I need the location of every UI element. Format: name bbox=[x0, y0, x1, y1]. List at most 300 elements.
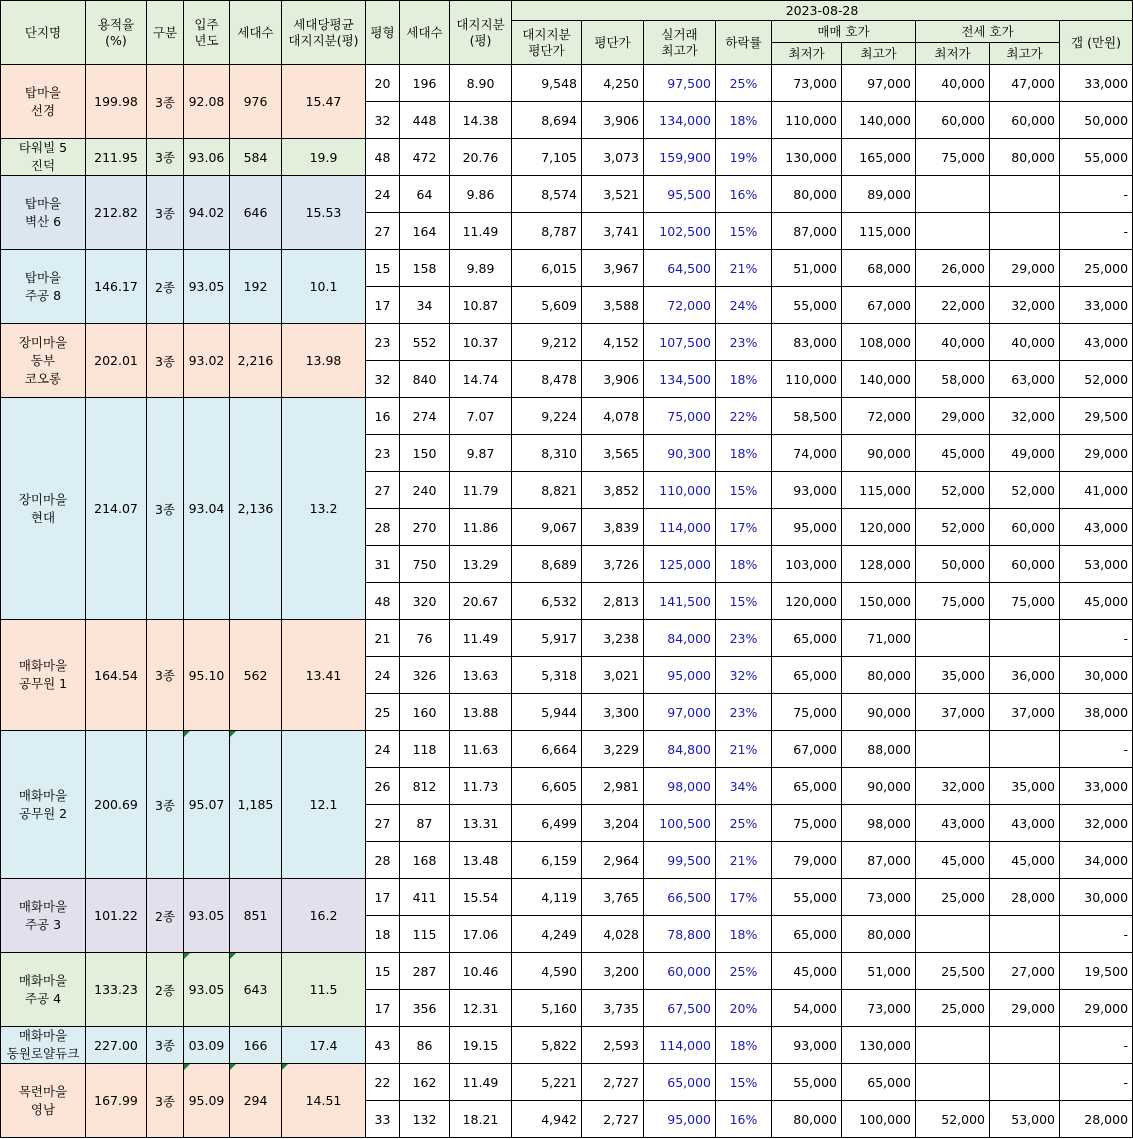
cell-households: 2,136 bbox=[230, 398, 282, 620]
cell-sale-max: 89,000 bbox=[842, 176, 916, 213]
cell-land-price: 4,249 bbox=[512, 916, 582, 953]
cell-max-trade: 90,300 bbox=[644, 435, 716, 472]
cell-jeonse-max bbox=[990, 916, 1060, 953]
cell-max-trade: 102,500 bbox=[644, 213, 716, 250]
cell-pyeong-price: 3,204 bbox=[582, 805, 644, 842]
cell-gap: 50,000 bbox=[1060, 102, 1133, 139]
cell-jeonse-max: 32,000 bbox=[990, 398, 1060, 435]
cell-drop-rate: 18% bbox=[716, 102, 772, 139]
cell-pyeong-price: 3,967 bbox=[582, 250, 644, 287]
cell-unit-households: 552 bbox=[400, 324, 450, 361]
cell-max-trade: 75,000 bbox=[644, 398, 716, 435]
table-row bbox=[1, 176, 1133, 213]
cell-land-share: 11.49 bbox=[450, 213, 512, 250]
cell-drop-rate: 15% bbox=[716, 1064, 772, 1101]
cell-move-in-year: 93.02 bbox=[184, 324, 230, 398]
cell-drop-rate: 23% bbox=[716, 620, 772, 657]
cell-sale-min: 110,000 bbox=[772, 102, 842, 139]
cell-avg-land-share: 13.2 bbox=[282, 398, 366, 620]
cell-zone: 3종 bbox=[147, 65, 184, 139]
cell-pyeong: 15 bbox=[366, 250, 400, 287]
cell-pyeong: 23 bbox=[366, 435, 400, 472]
cell-sale-max: 130,000 bbox=[842, 1027, 916, 1064]
cell-max-trade: 78,800 bbox=[644, 916, 716, 953]
table-row bbox=[1, 731, 1133, 768]
cell-zone: 3종 bbox=[147, 1064, 184, 1138]
cell-max-trade: 84,000 bbox=[644, 620, 716, 657]
cell-drop-rate: 18% bbox=[716, 361, 772, 398]
table-row bbox=[1, 324, 1133, 361]
cell-sale-min: 65,000 bbox=[772, 916, 842, 953]
cell-gap: 45,000 bbox=[1060, 583, 1133, 620]
cell-land-share: 13.31 bbox=[450, 805, 512, 842]
cell-land-price: 8,694 bbox=[512, 102, 582, 139]
cell-max-trade: 134,500 bbox=[644, 361, 716, 398]
cell-sale-max: 90,000 bbox=[842, 768, 916, 805]
cell-unit-households: 240 bbox=[400, 472, 450, 509]
cell-jeonse-max: 60,000 bbox=[990, 546, 1060, 583]
header-jeonse-max: 최고가 bbox=[990, 43, 1060, 65]
cell-move-in-year: 93.05 bbox=[184, 879, 230, 953]
cell-complex-name: 매화마을 공무원 2 bbox=[1, 731, 86, 879]
cell-gap: 33,000 bbox=[1060, 65, 1133, 102]
cell-move-in-year: 93.05 bbox=[184, 250, 230, 324]
cell-drop-rate: 15% bbox=[716, 213, 772, 250]
cell-land-share: 14.38 bbox=[450, 102, 512, 139]
cell-pyeong: 48 bbox=[366, 583, 400, 620]
cell-sale-max: 51,000 bbox=[842, 953, 916, 990]
cell-sale-min: 79,000 bbox=[772, 842, 842, 879]
cell-complex-name: 매화마을 주공 3 bbox=[1, 879, 86, 953]
cell-gap: 32,000 bbox=[1060, 805, 1133, 842]
cell-floor-area-ratio: 227.00 bbox=[86, 1027, 147, 1064]
header-floor-area-ratio: 용적율 (%) bbox=[86, 1, 147, 65]
cell-sale-min: 87,000 bbox=[772, 213, 842, 250]
cell-pyeong: 26 bbox=[366, 768, 400, 805]
cell-land-price: 6,015 bbox=[512, 250, 582, 287]
cell-drop-rate: 15% bbox=[716, 472, 772, 509]
cell-jeonse-max: 63,000 bbox=[990, 361, 1060, 398]
cell-gap: - bbox=[1060, 176, 1133, 213]
cell-unit-households: 76 bbox=[400, 620, 450, 657]
cell-pyeong: 27 bbox=[366, 472, 400, 509]
cell-move-in-year: 95.07 bbox=[184, 731, 230, 879]
cell-sale-min: 54,000 bbox=[772, 990, 842, 1027]
cell-jeonse-min: 29,000 bbox=[916, 398, 990, 435]
cell-sale-min: 67,000 bbox=[772, 731, 842, 768]
cell-complex-name: 탑마을 선경 bbox=[1, 65, 86, 139]
cell-max-trade: 64,500 bbox=[644, 250, 716, 287]
cell-land-share: 13.29 bbox=[450, 546, 512, 583]
cell-sale-max: 98,000 bbox=[842, 805, 916, 842]
cell-gap: 52,000 bbox=[1060, 361, 1133, 398]
cell-unit-households: 411 bbox=[400, 879, 450, 916]
cell-floor-area-ratio: 199.98 bbox=[86, 65, 147, 139]
cell-pyeong-price: 4,250 bbox=[582, 65, 644, 102]
cell-unit-households: 160 bbox=[400, 694, 450, 731]
cell-land-price: 8,787 bbox=[512, 213, 582, 250]
cell-zone: 3종 bbox=[147, 324, 184, 398]
cell-households: 584 bbox=[230, 139, 282, 176]
cell-gap: 25,000 bbox=[1060, 250, 1133, 287]
cell-sale-min: 80,000 bbox=[772, 176, 842, 213]
cell-avg-land-share: 11.5 bbox=[282, 953, 366, 1027]
cell-land-share: 9.87 bbox=[450, 435, 512, 472]
cell-drop-rate: 16% bbox=[716, 1101, 772, 1138]
cell-gap: - bbox=[1060, 1064, 1133, 1101]
cell-floor-area-ratio: 101.22 bbox=[86, 879, 147, 953]
cell-floor-area-ratio: 133.23 bbox=[86, 953, 147, 1027]
cell-sale-min: 110,000 bbox=[772, 361, 842, 398]
cell-unit-households: 34 bbox=[400, 287, 450, 324]
cell-pyeong: 17 bbox=[366, 287, 400, 324]
cell-jeonse-max bbox=[990, 1027, 1060, 1064]
cell-unit-households: 320 bbox=[400, 583, 450, 620]
cell-pyeong: 17 bbox=[366, 879, 400, 916]
table-row bbox=[1, 139, 1133, 176]
cell-unit-households: 86 bbox=[400, 1027, 450, 1064]
cell-jeonse-min bbox=[916, 1027, 990, 1064]
cell-sale-max: 73,000 bbox=[842, 879, 916, 916]
cell-gap: 29,500 bbox=[1060, 398, 1133, 435]
cell-jeonse-max: 52,000 bbox=[990, 472, 1060, 509]
cell-pyeong: 28 bbox=[366, 842, 400, 879]
cell-complex-name: 매화마을 동원로얄듀크 bbox=[1, 1027, 86, 1064]
cell-move-in-year: 92.08 bbox=[184, 65, 230, 139]
cell-gap: 33,000 bbox=[1060, 768, 1133, 805]
cell-land-price: 5,944 bbox=[512, 694, 582, 731]
cell-jeonse-min: 40,000 bbox=[916, 324, 990, 361]
cell-max-trade: 114,000 bbox=[644, 1027, 716, 1064]
cell-drop-rate: 32% bbox=[716, 657, 772, 694]
cell-unit-households: 164 bbox=[400, 213, 450, 250]
cell-sale-min: 65,000 bbox=[772, 768, 842, 805]
cell-max-trade: 110,000 bbox=[644, 472, 716, 509]
cell-unit-households: 118 bbox=[400, 731, 450, 768]
cell-jeonse-min: 58,000 bbox=[916, 361, 990, 398]
cell-land-share: 20.76 bbox=[450, 139, 512, 176]
cell-jeonse-max: 45,000 bbox=[990, 842, 1060, 879]
cell-sale-min: 80,000 bbox=[772, 1101, 842, 1138]
header-move-in-year: 입주 년도 bbox=[184, 1, 230, 65]
cell-zone: 3종 bbox=[147, 620, 184, 731]
cell-land-share: 13.88 bbox=[450, 694, 512, 731]
cell-households: 1,185 bbox=[230, 731, 282, 879]
cell-unit-households: 150 bbox=[400, 435, 450, 472]
cell-gap: 29,000 bbox=[1060, 435, 1133, 472]
cell-drop-rate: 25% bbox=[716, 805, 772, 842]
cell-jeonse-min: 26,000 bbox=[916, 250, 990, 287]
cell-jeonse-min: 25,000 bbox=[916, 879, 990, 916]
cell-land-price: 9,212 bbox=[512, 324, 582, 361]
cell-unit-households: 168 bbox=[400, 842, 450, 879]
cell-jeonse-min: 52,000 bbox=[916, 509, 990, 546]
cell-pyeong-price: 3,521 bbox=[582, 176, 644, 213]
cell-avg-land-share: 19.9 bbox=[282, 139, 366, 176]
cell-sale-max: 72,000 bbox=[842, 398, 916, 435]
cell-unit-households: 326 bbox=[400, 657, 450, 694]
cell-land-price: 9,548 bbox=[512, 65, 582, 102]
cell-drop-rate: 23% bbox=[716, 324, 772, 361]
cell-max-trade: 97,500 bbox=[644, 65, 716, 102]
cell-pyeong: 17 bbox=[366, 990, 400, 1027]
cell-jeonse-max: 32,000 bbox=[990, 287, 1060, 324]
cell-land-share: 14.74 bbox=[450, 361, 512, 398]
header-sale-min: 최저가 bbox=[772, 43, 842, 65]
cell-households: 2,216 bbox=[230, 324, 282, 398]
cell-jeonse-min: 22,000 bbox=[916, 287, 990, 324]
cell-gap: 41,000 bbox=[1060, 472, 1133, 509]
cell-land-price: 4,119 bbox=[512, 879, 582, 916]
cell-drop-rate: 23% bbox=[716, 694, 772, 731]
cell-sale-min: 93,000 bbox=[772, 1027, 842, 1064]
cell-land-share: 18.21 bbox=[450, 1101, 512, 1138]
cell-sale-max: 108,000 bbox=[842, 324, 916, 361]
cell-land-price: 6,499 bbox=[512, 805, 582, 842]
cell-jeonse-max: 53,000 bbox=[990, 1101, 1060, 1138]
cell-complex-name: 매화마을 공무원 1 bbox=[1, 620, 86, 731]
cell-jeonse-max: 43,000 bbox=[990, 805, 1060, 842]
cell-gap: 29,000 bbox=[1060, 990, 1133, 1027]
cell-pyeong-price: 4,152 bbox=[582, 324, 644, 361]
cell-max-trade: 98,000 bbox=[644, 768, 716, 805]
cell-drop-rate: 25% bbox=[716, 953, 772, 990]
cell-land-price: 8,310 bbox=[512, 435, 582, 472]
cell-sale-min: 130,000 bbox=[772, 139, 842, 176]
cell-sale-max: 140,000 bbox=[842, 361, 916, 398]
cell-gap: - bbox=[1060, 916, 1133, 953]
cell-drop-rate: 17% bbox=[716, 879, 772, 916]
cell-avg-land-share: 15.53 bbox=[282, 176, 366, 250]
cell-sale-max: 165,000 bbox=[842, 139, 916, 176]
cell-gap: 43,000 bbox=[1060, 324, 1133, 361]
header-households: 세대수 bbox=[230, 1, 282, 65]
cell-pyeong-price: 3,906 bbox=[582, 361, 644, 398]
cell-max-trade: 65,000 bbox=[644, 1064, 716, 1101]
cell-max-trade: 141,500 bbox=[644, 583, 716, 620]
cell-max-trade: 134,000 bbox=[644, 102, 716, 139]
cell-sale-min: 83,000 bbox=[772, 324, 842, 361]
cell-pyeong: 27 bbox=[366, 805, 400, 842]
cell-households: 643 bbox=[230, 953, 282, 1027]
cell-pyeong: 43 bbox=[366, 1027, 400, 1064]
cell-pyeong: 32 bbox=[366, 102, 400, 139]
cell-land-price: 8,821 bbox=[512, 472, 582, 509]
cell-pyeong: 33 bbox=[366, 1101, 400, 1138]
cell-drop-rate: 24% bbox=[716, 287, 772, 324]
cell-max-trade: 125,000 bbox=[644, 546, 716, 583]
cell-jeonse-min bbox=[916, 213, 990, 250]
cell-jeonse-max: 37,000 bbox=[990, 694, 1060, 731]
cell-pyeong: 32 bbox=[366, 361, 400, 398]
cell-land-share: 17.06 bbox=[450, 916, 512, 953]
cell-pyeong-price: 4,028 bbox=[582, 916, 644, 953]
cell-zone: 2종 bbox=[147, 953, 184, 1027]
cell-land-price: 4,590 bbox=[512, 953, 582, 990]
cell-complex-name: 탑마을 벽산 6 bbox=[1, 176, 86, 250]
cell-land-share: 10.46 bbox=[450, 953, 512, 990]
cell-pyeong-price: 3,200 bbox=[582, 953, 644, 990]
cell-pyeong: 20 bbox=[366, 65, 400, 102]
cell-jeonse-min: 45,000 bbox=[916, 842, 990, 879]
cell-sale-min: 45,000 bbox=[772, 953, 842, 990]
cell-drop-rate: 17% bbox=[716, 509, 772, 546]
cell-jeonse-max: 47,000 bbox=[990, 65, 1060, 102]
cell-pyeong-price: 3,021 bbox=[582, 657, 644, 694]
cell-sale-min: 51,000 bbox=[772, 250, 842, 287]
cell-max-trade: 114,000 bbox=[644, 509, 716, 546]
cell-sale-max: 80,000 bbox=[842, 657, 916, 694]
cell-land-price: 5,221 bbox=[512, 1064, 582, 1101]
cell-land-share: 15.54 bbox=[450, 879, 512, 916]
table-row bbox=[1, 953, 1133, 990]
cell-drop-rate: 21% bbox=[716, 842, 772, 879]
cell-pyeong-price: 3,741 bbox=[582, 213, 644, 250]
cell-jeonse-min: 37,000 bbox=[916, 694, 990, 731]
cell-sale-max: 73,000 bbox=[842, 990, 916, 1027]
cell-unit-households: 812 bbox=[400, 768, 450, 805]
cell-unit-households: 274 bbox=[400, 398, 450, 435]
cell-unit-households: 356 bbox=[400, 990, 450, 1027]
cell-max-trade: 95,000 bbox=[644, 1101, 716, 1138]
cell-jeonse-min: 52,000 bbox=[916, 472, 990, 509]
cell-zone: 3종 bbox=[147, 1027, 184, 1064]
cell-unit-households: 158 bbox=[400, 250, 450, 287]
cell-households: 646 bbox=[230, 176, 282, 250]
header-avg-land-share: 세대당평균 대지지분(평) bbox=[282, 1, 366, 65]
cell-jeonse-max bbox=[990, 620, 1060, 657]
cell-pyeong: 31 bbox=[366, 546, 400, 583]
cell-land-share: 11.49 bbox=[450, 620, 512, 657]
cell-land-price: 7,105 bbox=[512, 139, 582, 176]
cell-max-trade: 84,800 bbox=[644, 731, 716, 768]
cell-gap: 33,000 bbox=[1060, 287, 1133, 324]
cell-gap: 43,000 bbox=[1060, 509, 1133, 546]
cell-households: 562 bbox=[230, 620, 282, 731]
table-body bbox=[1, 65, 1133, 1138]
header-complex-name: 단지명 bbox=[1, 1, 86, 65]
cell-zone: 3종 bbox=[147, 731, 184, 879]
cell-drop-rate: 19% bbox=[716, 139, 772, 176]
cell-sale-max: 100,000 bbox=[842, 1101, 916, 1138]
cell-land-share: 10.87 bbox=[450, 287, 512, 324]
cell-land-price: 6,159 bbox=[512, 842, 582, 879]
cell-complex-name: 장미마을 현대 bbox=[1, 398, 86, 620]
cell-pyeong-price: 2,981 bbox=[582, 768, 644, 805]
cell-avg-land-share: 14.51 bbox=[282, 1064, 366, 1138]
header-jeonse-ask: 전세 호가 bbox=[916, 21, 1060, 43]
cell-jeonse-max: 27,000 bbox=[990, 953, 1060, 990]
cell-pyeong-price: 2,964 bbox=[582, 842, 644, 879]
cell-sale-max: 71,000 bbox=[842, 620, 916, 657]
header-land-share: 대지지분 (평) bbox=[450, 1, 512, 65]
cell-sale-max: 67,000 bbox=[842, 287, 916, 324]
cell-sale-min: 58,500 bbox=[772, 398, 842, 435]
header-pyeong: 평형 bbox=[366, 1, 400, 65]
cell-floor-area-ratio: 214.07 bbox=[86, 398, 147, 620]
cell-jeonse-min: 75,000 bbox=[916, 583, 990, 620]
cell-jeonse-max bbox=[990, 213, 1060, 250]
cell-sale-min: 55,000 bbox=[772, 287, 842, 324]
cell-sale-max: 115,000 bbox=[842, 472, 916, 509]
cell-jeonse-min bbox=[916, 620, 990, 657]
cell-pyeong-price: 3,906 bbox=[582, 102, 644, 139]
cell-pyeong: 15 bbox=[366, 953, 400, 990]
cell-unit-households: 448 bbox=[400, 102, 450, 139]
cell-land-share: 19.15 bbox=[450, 1027, 512, 1064]
cell-households: 166 bbox=[230, 1027, 282, 1064]
cell-gap: - bbox=[1060, 620, 1133, 657]
cell-sale-max: 128,000 bbox=[842, 546, 916, 583]
cell-sale-max: 68,000 bbox=[842, 250, 916, 287]
cell-land-share: 9.89 bbox=[450, 250, 512, 287]
cell-households: 192 bbox=[230, 250, 282, 324]
cell-complex-name: 장미마을 동부 코오롱 bbox=[1, 324, 86, 398]
cell-jeonse-max: 60,000 bbox=[990, 102, 1060, 139]
cell-pyeong: 21 bbox=[366, 620, 400, 657]
cell-jeonse-max: 80,000 bbox=[990, 139, 1060, 176]
cell-sale-max: 80,000 bbox=[842, 916, 916, 953]
cell-gap: 28,000 bbox=[1060, 1101, 1133, 1138]
cell-land-share: 8.90 bbox=[450, 65, 512, 102]
cell-land-price: 6,532 bbox=[512, 583, 582, 620]
cell-jeonse-max: 49,000 bbox=[990, 435, 1060, 472]
cell-avg-land-share: 16.2 bbox=[282, 879, 366, 953]
cell-max-trade: 66,500 bbox=[644, 879, 716, 916]
cell-jeonse-min: 50,000 bbox=[916, 546, 990, 583]
cell-jeonse-min: 60,000 bbox=[916, 102, 990, 139]
cell-move-in-year: 93.05 bbox=[184, 953, 230, 1027]
cell-jeonse-min bbox=[916, 731, 990, 768]
cell-unit-households: 87 bbox=[400, 805, 450, 842]
cell-unit-households: 196 bbox=[400, 65, 450, 102]
cell-pyeong-price: 3,588 bbox=[582, 287, 644, 324]
cell-unit-households: 162 bbox=[400, 1064, 450, 1101]
cell-zone: 3종 bbox=[147, 398, 184, 620]
cell-jeonse-min: 52,000 bbox=[916, 1101, 990, 1138]
cell-floor-area-ratio: 164.54 bbox=[86, 620, 147, 731]
cell-drop-rate: 18% bbox=[716, 1027, 772, 1064]
cell-complex-name: 타워빌 5 진덕 bbox=[1, 139, 86, 176]
cell-land-share: 7.07 bbox=[450, 398, 512, 435]
cell-jeonse-max bbox=[990, 176, 1060, 213]
cell-gap: 38,000 bbox=[1060, 694, 1133, 731]
header-pyeong-price: 평단가 bbox=[582, 21, 644, 65]
cell-sale-max: 90,000 bbox=[842, 435, 916, 472]
cell-drop-rate: 20% bbox=[716, 990, 772, 1027]
cell-pyeong-price: 3,238 bbox=[582, 620, 644, 657]
cell-sale-min: 55,000 bbox=[772, 879, 842, 916]
cell-floor-area-ratio: 211.95 bbox=[86, 139, 147, 176]
cell-avg-land-share: 17.4 bbox=[282, 1027, 366, 1064]
cell-max-trade: 72,000 bbox=[644, 287, 716, 324]
cell-pyeong: 24 bbox=[366, 176, 400, 213]
cell-max-trade: 99,500 bbox=[644, 842, 716, 879]
cell-max-trade: 97,000 bbox=[644, 694, 716, 731]
cell-land-share: 9.86 bbox=[450, 176, 512, 213]
cell-max-trade: 100,500 bbox=[644, 805, 716, 842]
header-date: 2023-08-28 bbox=[512, 1, 1133, 21]
cell-floor-area-ratio: 212.82 bbox=[86, 176, 147, 250]
cell-unit-households: 132 bbox=[400, 1101, 450, 1138]
cell-drop-rate: 34% bbox=[716, 768, 772, 805]
cell-land-price: 8,574 bbox=[512, 176, 582, 213]
cell-avg-land-share: 12.1 bbox=[282, 731, 366, 879]
cell-pyeong: 22 bbox=[366, 1064, 400, 1101]
cell-pyeong: 24 bbox=[366, 657, 400, 694]
cell-max-trade: 95,000 bbox=[644, 657, 716, 694]
cell-max-trade: 67,500 bbox=[644, 990, 716, 1027]
